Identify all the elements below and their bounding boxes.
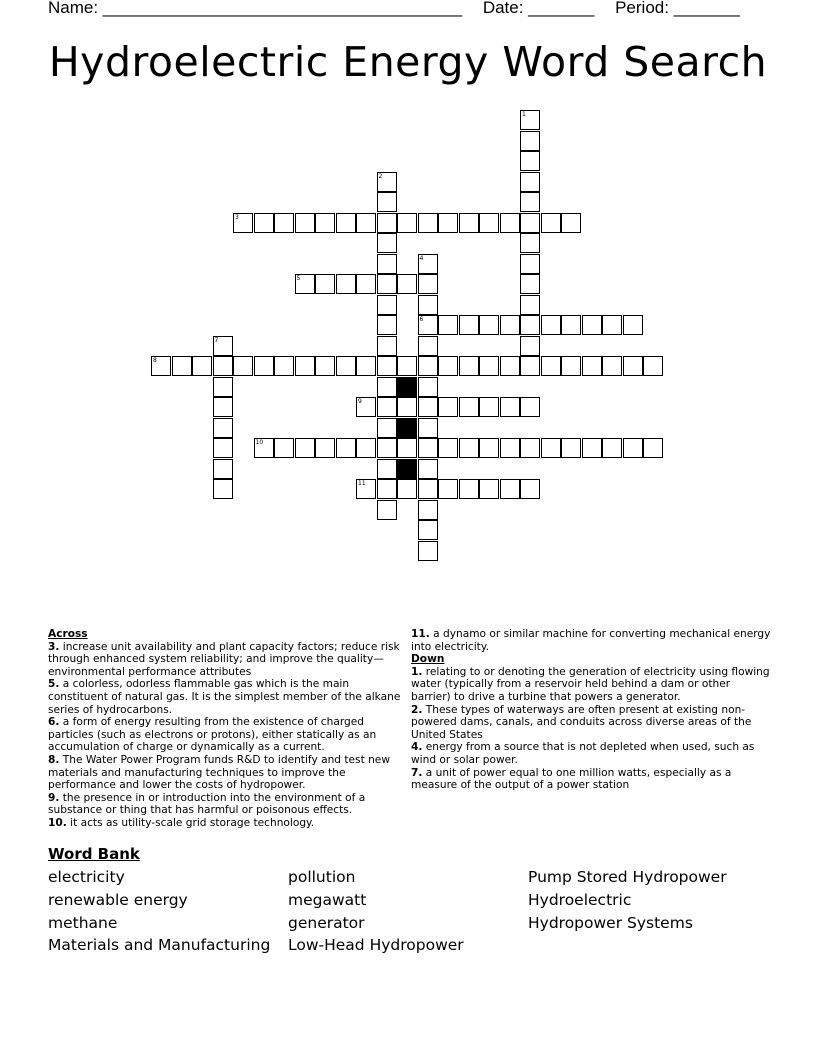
- clue-number-label: 11.: [411, 628, 430, 640]
- crossword-cell[interactable]: [520, 110, 540, 130]
- crossword-cell[interactable]: [356, 213, 376, 233]
- crossword-cell[interactable]: [459, 356, 479, 376]
- crossword-cell[interactable]: [520, 274, 540, 294]
- crossword-cell[interactable]: [377, 315, 397, 335]
- crossword-cell[interactable]: [213, 459, 233, 479]
- crossword-cell[interactable]: [377, 274, 397, 294]
- crossword-cell[interactable]: [541, 315, 561, 335]
- crossword-cell[interactable]: [418, 479, 438, 499]
- crossword-cell[interactable]: [643, 356, 663, 376]
- crossword-cell[interactable]: [418, 315, 438, 335]
- crossword-cell[interactable]: [418, 377, 438, 397]
- crossword-cell[interactable]: [438, 213, 458, 233]
- clue-number: 9: [358, 398, 362, 405]
- clue: [411, 666, 771, 704]
- crossword-cell[interactable]: [418, 459, 438, 479]
- clue: [48, 716, 408, 754]
- clue: [411, 767, 771, 792]
- crossword-cell[interactable]: [377, 459, 397, 479]
- crossword-cell[interactable]: [643, 438, 663, 458]
- word-bank-item: Hydroelectric: [528, 890, 632, 909]
- word-bank-title: Word Bank: [48, 845, 140, 863]
- crossword-cell[interactable]: [459, 479, 479, 499]
- clue: [48, 678, 408, 716]
- crossword-cell[interactable]: [254, 356, 274, 376]
- crossword-cell[interactable]: [213, 438, 233, 458]
- crossword-cell[interactable]: [418, 274, 438, 294]
- crossword-cell[interactable]: [500, 213, 520, 233]
- crossword-cell[interactable]: [356, 479, 376, 499]
- crossword-cell[interactable]: [254, 438, 274, 458]
- crossword-cell[interactable]: [520, 172, 540, 192]
- crossword-cell[interactable]: [336, 213, 356, 233]
- crossword-cell[interactable]: [479, 356, 499, 376]
- crossword-cell[interactable]: [315, 213, 335, 233]
- crossword-cell[interactable]: [315, 438, 335, 458]
- crossword-cell[interactable]: [520, 356, 540, 376]
- clue-number: 1: [522, 111, 526, 118]
- crossword-cell[interactable]: [295, 356, 315, 376]
- crossword-cell[interactable]: [500, 438, 520, 458]
- word-bank-column: [528, 866, 727, 934]
- crossword-cell[interactable]: [377, 254, 397, 274]
- period-field[interactable]: Period: _______: [615, 0, 740, 17]
- word-bank-column: [48, 866, 270, 957]
- crossword-cell[interactable]: [295, 213, 315, 233]
- crossword-cell[interactable]: [459, 438, 479, 458]
- crossword-cell[interactable]: [479, 213, 499, 233]
- crossword-cell[interactable]: [274, 213, 294, 233]
- clue-number-label: 2.: [411, 703, 423, 716]
- crossword-cell[interactable]: [356, 356, 376, 376]
- crossword-cell[interactable]: [377, 213, 397, 233]
- crossword-cell[interactable]: [397, 213, 417, 233]
- crossword-cell[interactable]: [151, 356, 171, 376]
- crossword-cell[interactable]: [356, 397, 376, 417]
- crossword-cell[interactable]: [561, 213, 581, 233]
- crossword-cell[interactable]: [438, 315, 458, 335]
- clue: [48, 792, 408, 817]
- crossword-cell[interactable]: [500, 397, 520, 417]
- crossword-cell[interactable]: [397, 356, 417, 376]
- across-clue-list: [48, 641, 408, 830]
- crossword-cell[interactable]: [520, 254, 540, 274]
- clue-number-label: 10.: [48, 816, 67, 829]
- clue-number-label: 7.: [411, 766, 423, 779]
- crossword-cell[interactable]: [213, 397, 233, 417]
- crossword-cell[interactable]: [459, 213, 479, 233]
- clue-text: the presence in or introduction into the environment of a substance or thing that has harmful or poisonous effects.: [48, 791, 366, 817]
- crossword-cell[interactable]: [418, 213, 438, 233]
- crossword-cell[interactable]: [377, 500, 397, 520]
- crossword-block: [397, 377, 417, 397]
- crossword-cell[interactable]: [582, 356, 602, 376]
- clue: [48, 754, 408, 792]
- crossword-cell[interactable]: [274, 356, 294, 376]
- crossword-cell[interactable]: [418, 295, 438, 315]
- crossword-cell[interactable]: [336, 356, 356, 376]
- clue: [48, 817, 408, 830]
- crossword-cell[interactable]: [520, 213, 540, 233]
- clue-number-label: 8.: [48, 753, 60, 766]
- word-bank-item: Hydropower Systems: [528, 913, 693, 932]
- crossword-cell[interactable]: [438, 479, 458, 499]
- crossword-cell[interactable]: [479, 438, 499, 458]
- crossword-cell[interactable]: [377, 377, 397, 397]
- clue-number: 5: [296, 275, 301, 282]
- clue-text: increase unit availability and plant capacity factors; reduce risk through enhanced system reliability; and improve the quality—environmental performance attributes: [48, 640, 400, 678]
- word-bank-item: Low-Head Hydropower: [288, 936, 464, 955]
- crossword-cell[interactable]: [377, 418, 397, 438]
- crossword-cell[interactable]: [418, 336, 438, 356]
- across-clue-list-continued: [411, 628, 771, 653]
- clue-text: These types of waterways are often present at existing non-powered dams, canals, and conduits across diverse areas of the United States: [411, 703, 752, 741]
- crossword-cell[interactable]: [561, 315, 581, 335]
- crossword-cell[interactable]: [418, 500, 438, 520]
- crossword-cell[interactable]: [602, 356, 622, 376]
- crossword-cell[interactable]: [172, 356, 192, 376]
- crossword-cell[interactable]: [356, 438, 376, 458]
- crossword-cell[interactable]: [561, 356, 581, 376]
- word-bank-item: pollution: [288, 868, 356, 886]
- crossword-cell[interactable]: [315, 356, 335, 376]
- clue-text: it acts as utility-scale grid storage technology.: [66, 816, 315, 829]
- clue-text: relating to or denoting the generation of electricity using flowing water (typically from a reservoir held behind a dam or other barrier) to drive a turbine that powers a generator.: [411, 665, 770, 703]
- crossword-cell[interactable]: [520, 397, 540, 417]
- crossword-cell[interactable]: [418, 356, 438, 376]
- crossword-cell[interactable]: [479, 397, 499, 417]
- date-field[interactable]: Date: _______: [482, 0, 595, 17]
- crossword-cell[interactable]: [623, 356, 643, 376]
- crossword-cell[interactable]: [377, 479, 397, 499]
- crossword-cell[interactable]: [418, 520, 438, 540]
- crossword-cell[interactable]: [377, 295, 397, 315]
- crossword-cell[interactable]: [418, 438, 438, 458]
- word-bank-column: [288, 866, 464, 957]
- crossword-cell[interactable]: [623, 438, 643, 458]
- crossword-cell[interactable]: [418, 397, 438, 417]
- clues-column-left: [48, 628, 408, 830]
- crossword-cell[interactable]: [192, 356, 212, 376]
- crossword-cell[interactable]: [377, 438, 397, 458]
- crossword-cell[interactable]: [582, 438, 602, 458]
- crossword-cell[interactable]: [500, 479, 520, 499]
- crossword-block: [397, 418, 417, 438]
- crossword-cell[interactable]: [213, 479, 233, 499]
- crossword-cell[interactable]: [254, 213, 274, 233]
- clue-number: 11: [358, 480, 366, 487]
- page-title: Hydroelectric Energy Word Search: [48, 38, 768, 86]
- crossword-cell[interactable]: [520, 315, 540, 335]
- clue-number: 6: [419, 316, 424, 323]
- crossword-cell[interactable]: [520, 336, 540, 356]
- crossword-cell[interactable]: [377, 192, 397, 212]
- crossword-cell[interactable]: [213, 356, 233, 376]
- crossword-cell[interactable]: [438, 438, 458, 458]
- clue-number-label: 9.: [48, 791, 60, 804]
- crossword-cell[interactable]: [520, 295, 540, 315]
- crossword-cell[interactable]: [520, 438, 540, 458]
- clue-text: a dynamo or similar machine for converting mechanical energy into electricity.: [411, 628, 771, 653]
- crossword-cell[interactable]: [520, 151, 540, 171]
- crossword-cell[interactable]: [520, 479, 540, 499]
- crossword-cell[interactable]: [418, 418, 438, 438]
- crossword-cell[interactable]: [377, 397, 397, 417]
- clue-number: 4: [419, 254, 424, 262]
- clue-number: 3: [235, 213, 239, 221]
- crossword-cell[interactable]: [520, 233, 540, 253]
- crossword-cell[interactable]: [213, 377, 233, 397]
- crossword-cell[interactable]: [459, 315, 479, 335]
- crossword-cell[interactable]: [397, 479, 417, 499]
- word-bank-item: electricity: [48, 868, 125, 886]
- crossword-cell[interactable]: [520, 192, 540, 212]
- crossword-cell[interactable]: [356, 274, 376, 294]
- crossword-cell[interactable]: [295, 274, 315, 294]
- crossword-cell[interactable]: [418, 254, 438, 274]
- crossword-cell[interactable]: [541, 438, 561, 458]
- crossword-cell[interactable]: [397, 438, 417, 458]
- crossword-cell[interactable]: [377, 233, 397, 253]
- clue-text: a form of energy resulting from the existence of charged particles (such as electrons or protons), either statically as an accumulation of charge or dynamically as a current.: [48, 716, 377, 754]
- clues-column-right: [411, 628, 771, 792]
- crossword-cell[interactable]: [377, 172, 397, 192]
- clue-number-label: 4.: [411, 741, 423, 754]
- clue-number: 8: [153, 357, 157, 364]
- crossword-cell[interactable]: [561, 438, 581, 458]
- crossword-cell[interactable]: [397, 397, 417, 417]
- clue: [411, 628, 771, 653]
- word-bank-item: renewable energy: [48, 890, 188, 909]
- across-heading: Across: [48, 628, 88, 640]
- word-bank-item: Materials and Manufacturing: [48, 936, 271, 955]
- clue-text: a colorless, odorless flammable gas which is the main constituent of natural gas. It is the simplest member of the alkane series of hydrocarbons.: [48, 678, 401, 716]
- crossword-block: [397, 459, 417, 479]
- clue-number: 10: [255, 439, 264, 446]
- crossword-cell[interactable]: [233, 213, 253, 233]
- word-bank-item: megawatt: [288, 890, 367, 909]
- clue-number: 7: [214, 336, 219, 344]
- clue-number-label: 5.: [48, 678, 60, 691]
- crossword-cell[interactable]: [438, 356, 458, 376]
- crossword-cell[interactable]: [459, 397, 479, 417]
- crossword-cell[interactable]: [623, 315, 643, 335]
- crossword-cell[interactable]: [213, 418, 233, 438]
- crossword-cell[interactable]: [315, 274, 335, 294]
- crossword-cell[interactable]: [377, 336, 397, 356]
- crossword-cell[interactable]: [377, 356, 397, 376]
- crossword-cell[interactable]: [336, 274, 356, 294]
- crossword-cell[interactable]: [602, 438, 622, 458]
- clue-number-label: 3.: [48, 640, 60, 653]
- crossword-cell[interactable]: [397, 274, 417, 294]
- crossword-cell[interactable]: [582, 315, 602, 335]
- down-clue-list: [411, 666, 771, 792]
- clue: [411, 741, 771, 766]
- crossword-cell[interactable]: [500, 315, 520, 335]
- crossword-cell[interactable]: [295, 438, 315, 458]
- crossword-cell[interactable]: [479, 315, 499, 335]
- clue-text: a unit of power equal to one million watts, especially as a measure of the output of a power station: [411, 766, 732, 792]
- crossword-cell[interactable]: [479, 479, 499, 499]
- crossword-cell[interactable]: [541, 213, 561, 233]
- crossword-cell[interactable]: [500, 356, 520, 376]
- clue-text: The Water Power Program funds R&D to identify and test new materials and manufacturing techniques to improve the performance and lower the costs of hydropower.: [48, 753, 390, 792]
- down-heading: Down: [411, 653, 445, 666]
- name-field[interactable]: Name: ______________________________________: [48, 0, 463, 17]
- clue-number-label: 6.: [48, 716, 60, 729]
- crossword-cell[interactable]: [274, 438, 294, 458]
- crossword-cell[interactable]: [541, 356, 561, 376]
- crossword-cell[interactable]: [418, 541, 438, 561]
- clue: [48, 641, 408, 679]
- clue-text: energy from a source that is not depleted when used, such as wind or solar power.: [411, 741, 755, 766]
- crossword-cell[interactable]: [602, 315, 622, 335]
- clue: [411, 704, 771, 742]
- crossword-cell[interactable]: [438, 397, 458, 417]
- crossword-cell[interactable]: [213, 336, 233, 356]
- word-bank-item: methane: [48, 913, 118, 932]
- word-bank-item: Pump Stored Hydropower: [528, 868, 727, 886]
- clue-number: 2: [378, 172, 383, 180]
- word-bank-item: generator: [288, 913, 365, 932]
- crossword-cell[interactable]: [336, 438, 356, 458]
- clue-number-label: 1.: [411, 665, 423, 678]
- crossword-cell[interactable]: [520, 131, 540, 151]
- crossword-cell[interactable]: [233, 356, 253, 376]
